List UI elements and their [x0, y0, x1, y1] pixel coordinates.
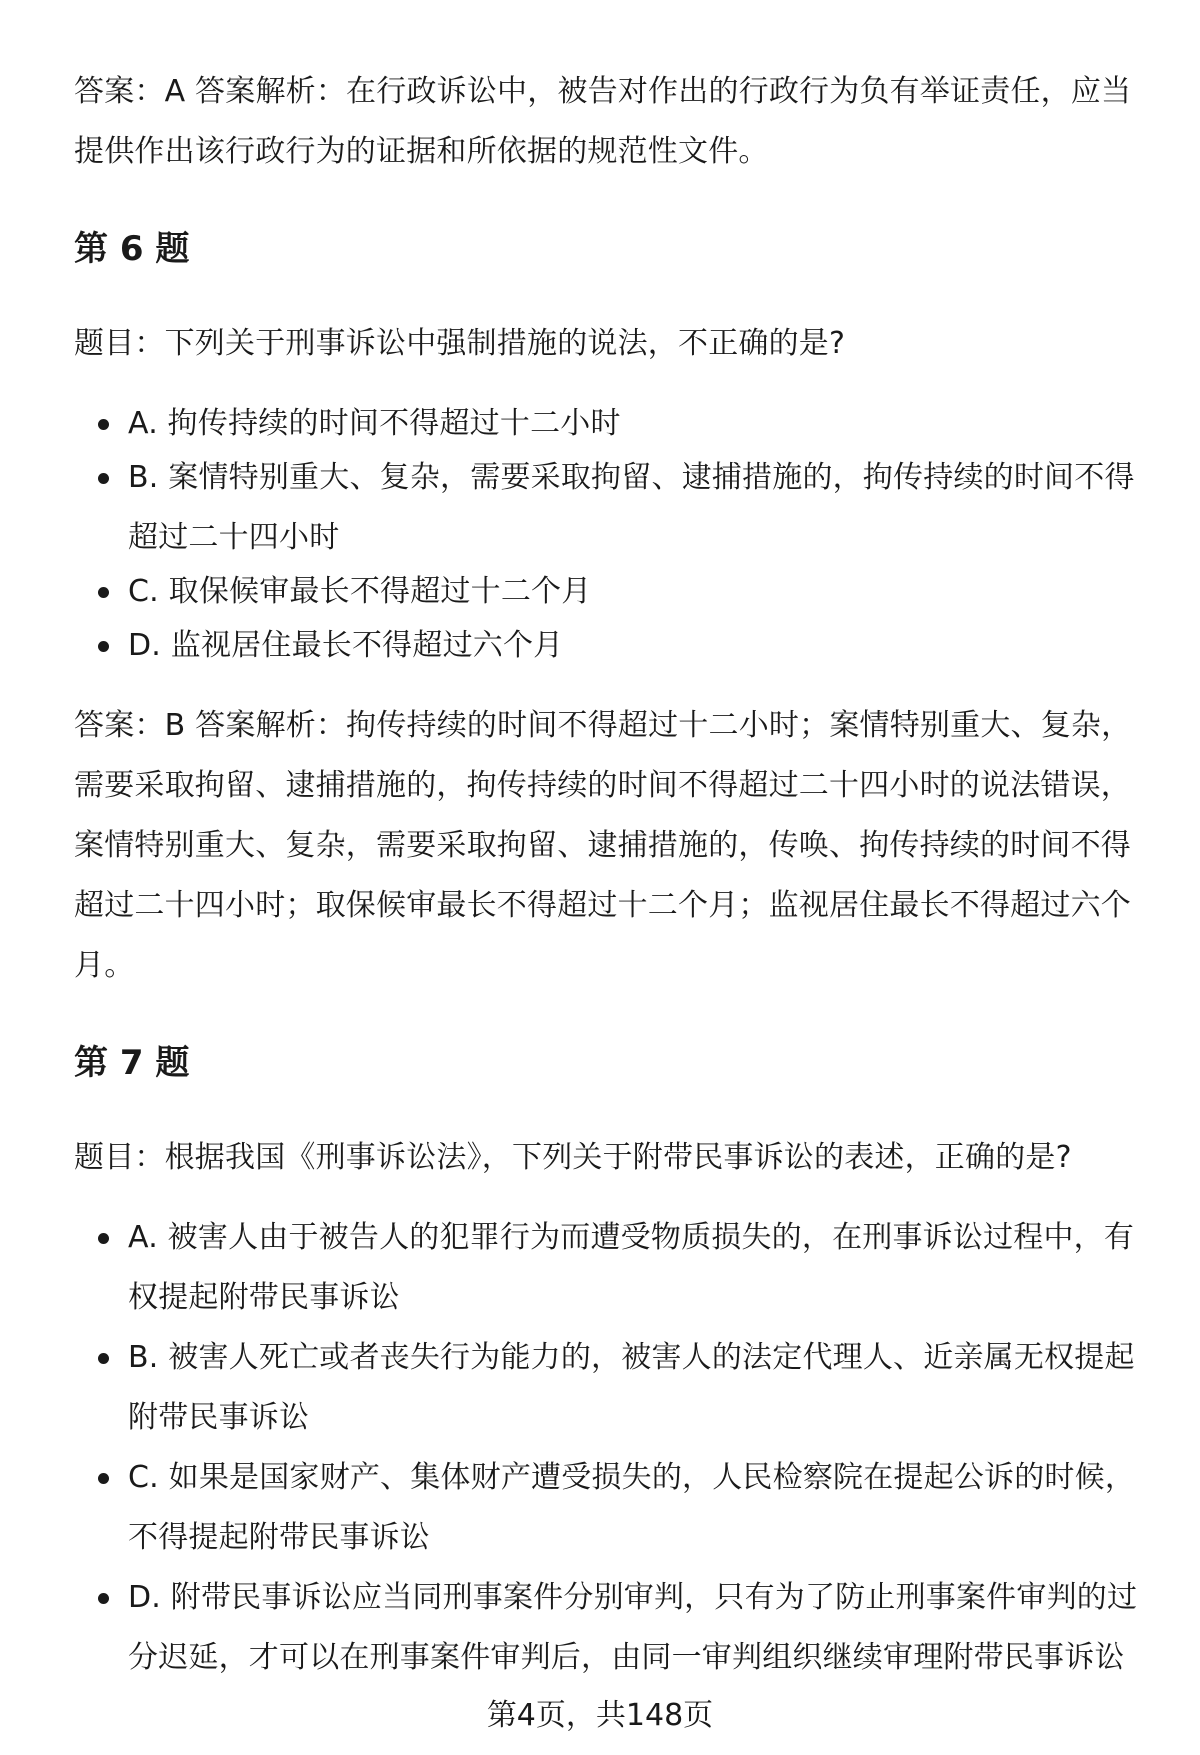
- page-footer: 第4页，共148页: [486, 1698, 714, 1733]
- option-item: [74, 1208, 1150, 1328]
- option-item: [74, 1448, 1150, 1568]
- question-7-text: 题目：根据我国《刑事诉讼法》，下列关于附带民事诉讼的表述，正确的是?: [74, 1140, 1072, 1175]
- answer-6-text: 答案：B 答案解析：拘传持续的时间不得超过十二小时；案情特别重大、复杂，需要采取拘留、逮捕措施的，拘传持续的时间不得超过二十四小时的说法错误，案情特别重大、复杂，需要采取拘留、逮捕措施的，传唤、拘传持续的时间不得超过二十四小时；取保候审最长不得超过十二个月；监视居住最长不得超过六个月。: [74, 708, 1132, 983]
- option-item: [74, 448, 1150, 568]
- document-page: [74, 62, 1150, 1688]
- bullet-icon: [98, 419, 109, 430]
- option-item: [74, 1328, 1150, 1448]
- option-text: C. 如果是国家财产、集体财产遭受损失的，人民检察院在提起公诉的时候，不得提起附带民事诉讼: [128, 1460, 1136, 1555]
- question-6-heading: 第 6 题: [74, 229, 190, 269]
- question-6-text: 题目：下列关于刑事诉讼中强制措施的说法，不正确的是?: [74, 326, 846, 361]
- option-item: [74, 394, 1150, 454]
- bullet-icon: [98, 1473, 109, 1484]
- bullet-icon: [98, 1593, 109, 1604]
- option-text: B. 案情特别重大、复杂，需要采取拘留、逮捕措施的，拘传持续的时间不得超过二十四小时: [128, 460, 1135, 555]
- bullet-icon: [98, 1233, 109, 1244]
- question-7-options: [74, 1208, 1150, 1688]
- option-item: [74, 616, 1150, 676]
- bullet-icon: [98, 641, 109, 652]
- option-text: C. 取保候审最长不得超过十二个月: [128, 574, 592, 609]
- option-text: D. 附带民事诉讼应当同刑事案件分别审判，只有为了防止刑事案件审判的过分迟延，才可以在刑事案件审判后，由同一审判组织继续审理附带民事诉讼: [128, 1580, 1138, 1675]
- bullet-icon: [98, 1353, 109, 1364]
- bullet-icon: [98, 473, 109, 484]
- option-item: [74, 1568, 1150, 1688]
- question-7-heading: 第 7 题: [74, 1043, 190, 1083]
- answer-5-text: 答案：A 答案解析：在行政诉讼中，被告对作出的行政行为负有举证责任，应当提供作出该行政行为的证据和所依据的规范性文件。: [74, 74, 1132, 169]
- option-text: A. 被害人由于被告人的犯罪行为而遭受物质损失的，在刑事诉讼过程中，有权提起附带民事诉讼: [128, 1220, 1135, 1315]
- option-text: B. 被害人死亡或者丧失行为能力的，被害人的法定代理人、近亲属无权提起附带民事诉讼: [128, 1340, 1135, 1435]
- option-text: D. 监视居住最长不得超过六个月: [128, 628, 564, 663]
- option-text: A. 拘传持续的时间不得超过十二小时: [128, 406, 621, 441]
- bullet-icon: [98, 587, 109, 598]
- option-item: [74, 562, 1150, 622]
- question-6-options: [74, 394, 1150, 676]
